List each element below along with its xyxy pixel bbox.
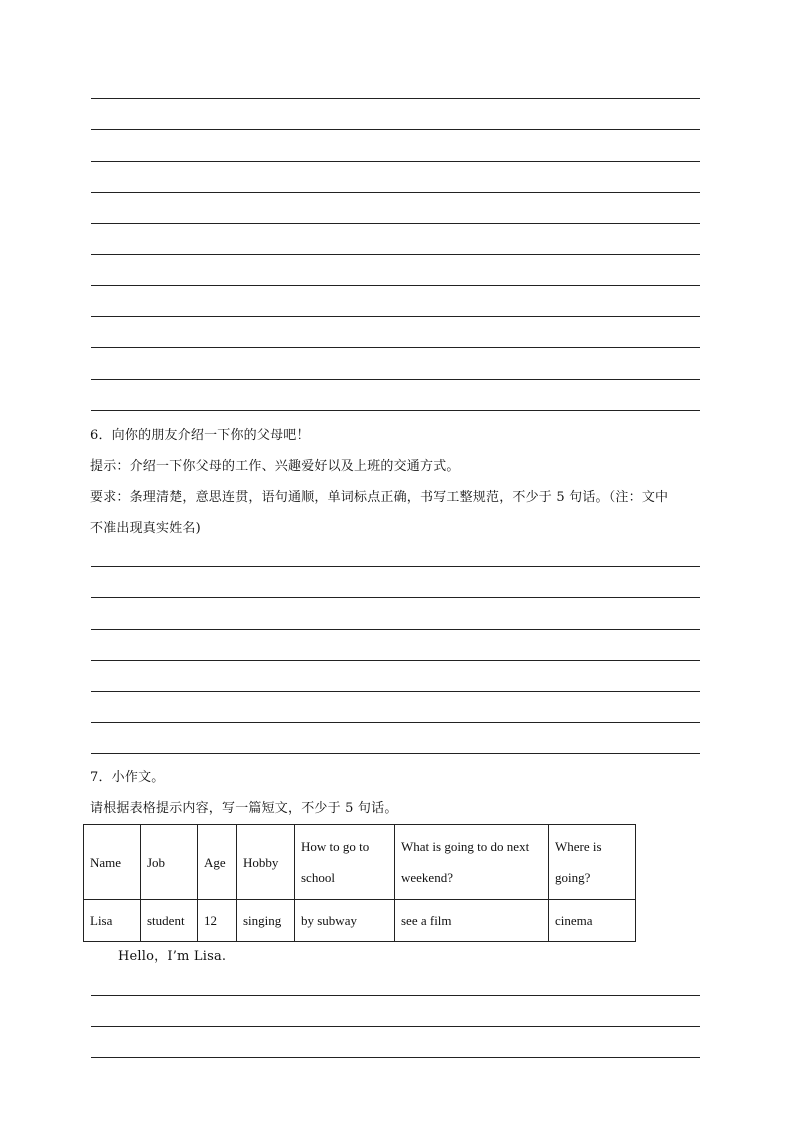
table-header-cell: Hobby [237,825,295,900]
writing-line [91,129,700,130]
table-header-cell: Job [141,825,198,900]
writing-line [91,98,700,99]
writing-line [91,660,700,661]
writing-line [91,192,700,193]
table-cell: see a film [395,900,549,942]
table-header-cell: How to go to school [295,825,395,900]
table-header-cell: What is going to do next weekend? [395,825,549,900]
table-cell: singing [237,900,295,942]
essay-opening: Hello，I’m Lisa. [118,949,227,964]
writing-line [91,379,700,380]
table-cell: 12 [198,900,237,942]
table-cell: student [141,900,198,942]
table-cell: Lisa [84,900,141,942]
question-6-title: 6．向你的朋友介绍一下你的父母吧！ [90,428,310,443]
question-7-title: 7．小作文。 [90,770,165,785]
writing-line [91,597,700,598]
writing-line [91,1026,700,1027]
table-cell: cinema [549,900,636,942]
writing-line [91,410,700,411]
info-table [83,824,636,942]
table-header-cell: Name [84,825,141,900]
question-6-requirement: 要求：条理清楚，意思连贯，语句通顺，单词标点正确，书写工整规范，不少于 5 句话。（注：文中 [90,490,669,505]
writing-line [91,161,700,162]
writing-line [91,1057,700,1058]
writing-line [91,254,700,255]
table-header-row [84,825,636,900]
writing-line [91,566,700,567]
writing-line [91,722,700,723]
writing-line [91,629,700,630]
table-header-cell: Where is going? [549,825,636,900]
table-cell: by subway [295,900,395,942]
writing-line [91,753,700,754]
writing-line [91,691,700,692]
table-header-cell: Age [198,825,237,900]
writing-line [91,995,700,996]
writing-line [91,223,700,224]
writing-line [91,285,700,286]
writing-line [91,316,700,317]
question-6-requirement-cont: 不准出现真实姓名) [90,521,201,536]
writing-line [91,347,700,348]
question-7-instruction: 请根据表格提示内容，写一篇短文，不少于 5 句话。 [90,801,398,816]
table-row [84,900,636,942]
question-6-hint: 提示：介绍一下你父母的工作、兴趣爱好以及上班的交通方式。 [90,459,460,474]
